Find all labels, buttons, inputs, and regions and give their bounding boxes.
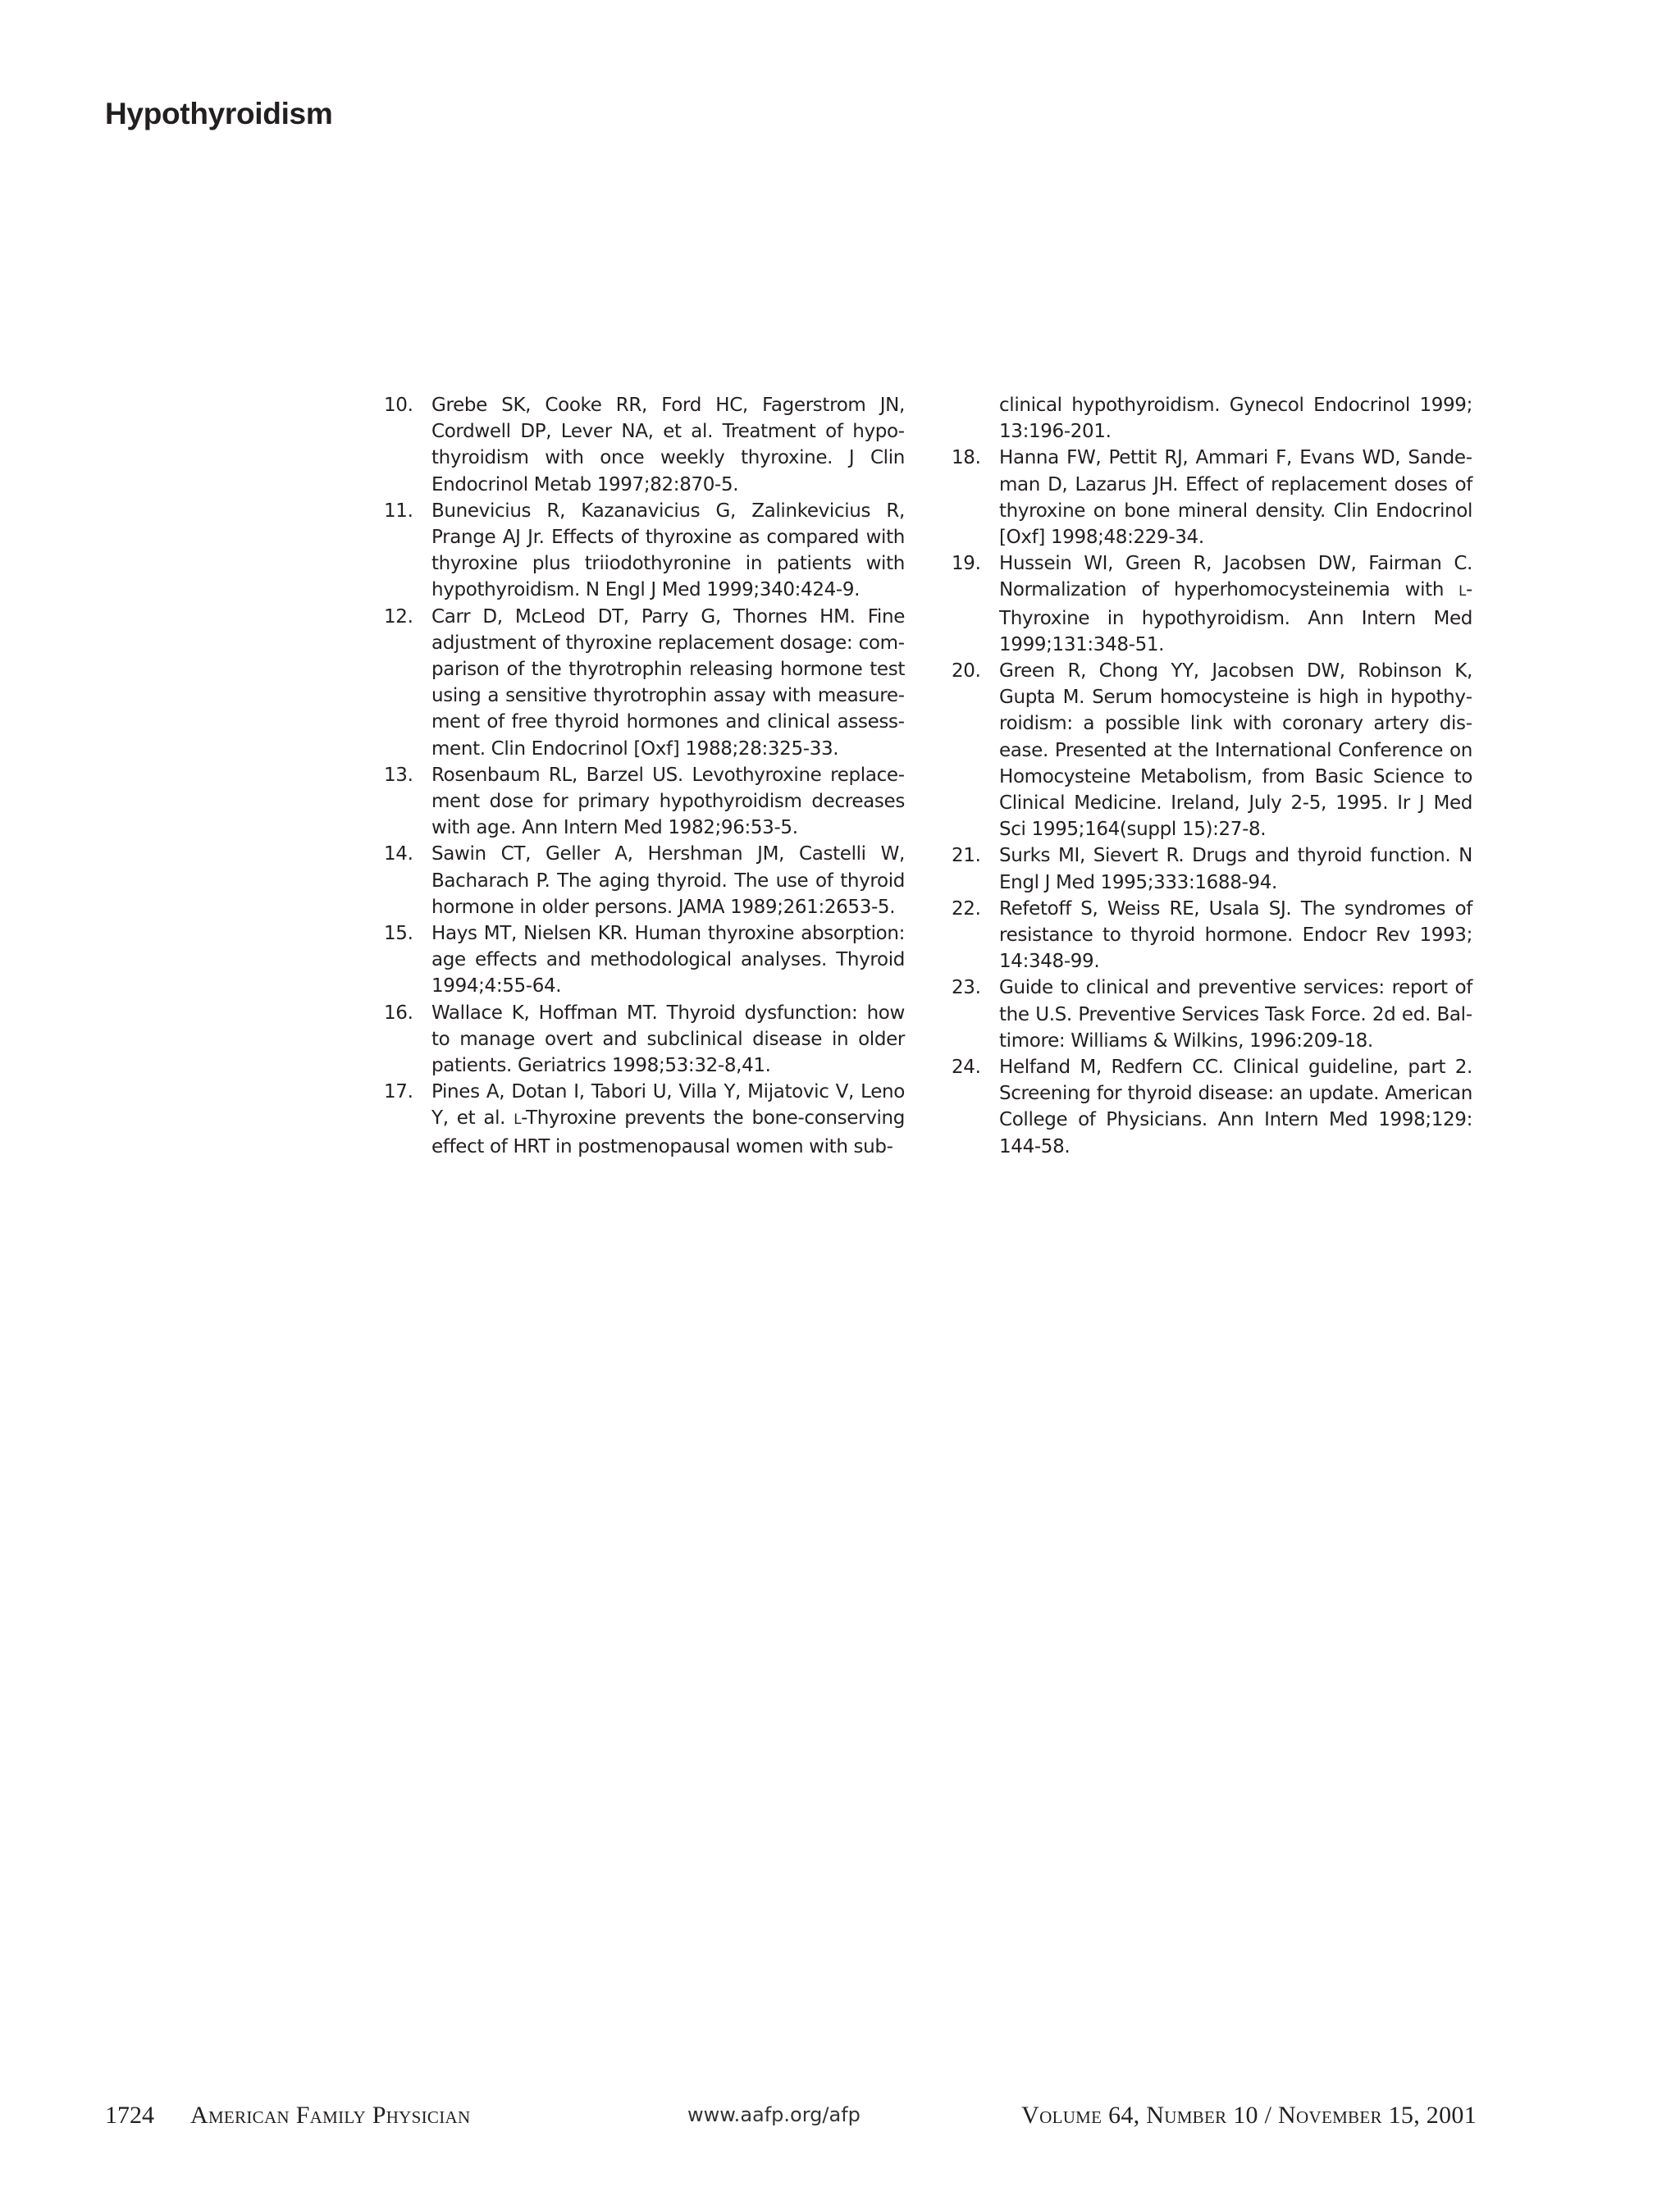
reference-text: Guide to clinical and preventive services: report of the U.S. Preventive Services Task Force. 2d ed. Baltimore: Williams & Wilkins, 1996:209-18. — [999, 977, 1472, 1052]
reference-text: Refetoff S, Weiss RE, Usala SJ. The syndromes of resistance to thyroid hormone. Endocr Rev 1993; 14:348-99. — [999, 897, 1472, 973]
reference-item — [952, 445, 1472, 550]
reference-number: 17. — [384, 1081, 413, 1103]
reference-text-prefix: Pines A, Dotan I, Tabori U, Villa Y, Mijatovic V, Leno Y, et al. — [431, 1081, 905, 1130]
reference-text: Carr D, McLeod DT, Parry G, Thornes HM. Fine adjustment of thyroxine replacement dosage: comparison of the thyrotrophin releasing hormone test using a sensitive thyrotrophin assay with measurement of free thyroid hormones and clinical assessment. Clin Endocrinol [Oxf] 1988;28:325-33. — [431, 605, 905, 760]
reference-number: 19. — [952, 553, 981, 575]
reference-text-prefix: Hussein WI, Green R, Jacobsen DW, Fairman C. Normalization of hyperhomocysteinemia with — [999, 553, 1472, 601]
references-left-column — [384, 392, 905, 1160]
reference-text: Grebe SK, Cooke RR, Ford HC, Fagerstrom JN, Cordwell DP, Lever NA, et al. Treatment of hypothyroidism with once weekly thyroxine. J Clin Endocrinol Metab 1997;82:870-5. — [431, 395, 905, 495]
reference-number: 13. — [384, 764, 413, 786]
reference-number: 20. — [952, 660, 981, 682]
reference-number: 12. — [384, 605, 413, 628]
reference-number: 24. — [952, 1057, 981, 1079]
reference-text: Green R, Chong YY, Jacobsen DW, Robinson K, Gupta M. Serum homocysteine is high in hypothyroidism: a possible link with coronary artery disease. Presented at the International Conference on Homocysteine Metabolism, from Basic Science to Clinical Medicine. Ireland, July 2-5, 1995. Ir J Med Sci 1995;164(suppl 15):27-8. — [999, 660, 1472, 841]
reference-text: Helfand M, Redfern CC. Clinical guideline, part 2. Screening for thyroid disease: an update. American College of Physicians. Ann Intern Med 1998;129: 144-58. — [999, 1057, 1472, 1157]
reference-item — [384, 392, 905, 498]
references-right-column — [952, 392, 1472, 1160]
reference-item — [384, 498, 905, 604]
reference-text: -Thyroxine prevents the bone-conserving effect of HRT in postmenopausal women with sub- — [431, 1107, 905, 1157]
reference-item — [952, 975, 1472, 1054]
reference-item — [952, 550, 1472, 658]
running-head-title: Hypothyroidism — [105, 97, 333, 130]
reference-number: 11. — [384, 500, 413, 522]
reference-text: clinical hypothyroidism. Gynecol Endocrinol 1999; 13:196-201. — [999, 395, 1472, 443]
reference-item — [384, 920, 905, 1000]
reference-item — [384, 841, 905, 920]
small-caps-letter: L — [514, 1112, 522, 1128]
reference-item — [384, 604, 905, 762]
reference-text: -Thyroxine in hypothyroidism. Ann Intern Med 1999;131:348-51. — [999, 579, 1472, 655]
small-caps-letter: L — [1459, 583, 1467, 600]
reference-text: Bunevicius R, Kazanavicius G, Zalinkevicius R, Prange AJ Jr. Effects of thyroxine as compared with thyroxine plus triiodothyronine in patients with hypothyroidism. N Engl J Med 1999;340:424-9. — [431, 500, 905, 601]
reference-text: Hays MT, Nielsen KR. Human thyroxine absorption: age effects and methodological analyses. Thyroid 1994;4:55-64. — [431, 923, 905, 998]
reference-item — [384, 1000, 905, 1080]
reference-number: 18. — [952, 447, 981, 469]
reference-text: Hanna FW, Pettit RJ, Ammari F, Evans WD, Sandeman D, Lazarus JH. Effect of replacement doses of thyroxine on bone mineral density. Clin Endocrinol [Oxf] 1998;48:229-34. — [999, 447, 1472, 549]
journal-url: www.aafp.org/afp — [687, 2103, 861, 2126]
journal-name: American Family Physician — [190, 2102, 471, 2129]
reference-continuation — [952, 392, 1472, 445]
reference-number: 16. — [384, 1002, 413, 1024]
reference-number: 14. — [384, 843, 413, 865]
reference-item — [952, 658, 1472, 842]
reference-item — [952, 896, 1472, 975]
page-footer — [0, 2102, 1680, 2134]
reference-number: 15. — [384, 923, 413, 945]
reference-item — [384, 1079, 905, 1160]
reference-number: 21. — [952, 845, 981, 867]
reference-text: Wallace K, Hoffman MT. Thyroid dysfunction: how to manage overt and subclinical disease in older patients. Geriatrics 1998;53:32-8,41. — [431, 1002, 905, 1077]
reference-item — [952, 842, 1472, 895]
reference-item — [952, 1054, 1472, 1160]
reference-text: Sawin CT, Geller A, Hershman JM, Castelli W, Bacharach P. The aging thyroid. The use of thyroid hormone in older persons. JAMA 1989;261:2653-5. — [431, 843, 905, 918]
reference-text: Rosenbaum RL, Barzel US. Levothyroxine replacement dose for primary hypothyroidism decreases with age. Ann Intern Med 1982;96:53-5. — [431, 764, 905, 839]
reference-item — [384, 762, 905, 842]
reference-number: 10. — [384, 395, 413, 416]
issue-info: Volume 64, Number 10 / November 15, 2001 — [1021, 2102, 1477, 2129]
reference-text: Surks MI, Sievert R. Drugs and thyroid function. N Engl J Med 1995;333:1688-94. — [999, 845, 1472, 893]
reference-number: 22. — [952, 897, 981, 920]
page-number: 1724 — [105, 2102, 154, 2129]
reference-number: 23. — [952, 977, 981, 999]
